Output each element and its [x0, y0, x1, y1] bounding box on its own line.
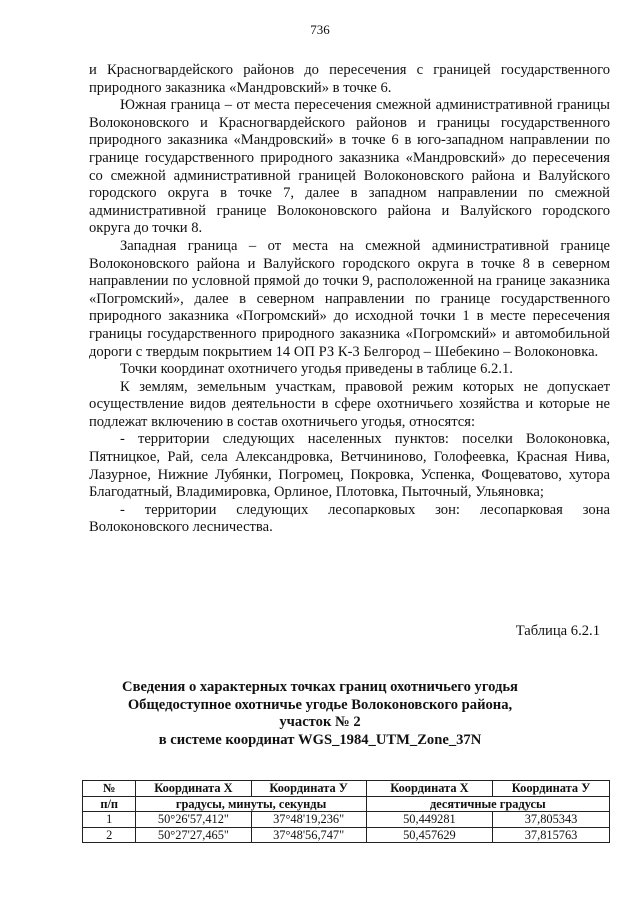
table-title [0, 679, 640, 749]
header-y-dec: Координата У [493, 781, 610, 797]
paragraph-western-border: Западная граница – от места на смежной административной границе Волоконовского района и Валуйского городского округа в точке 8 в северном направлении по условной прямой до точки 9, расположенной на границе заказника «Погромский», далее в северном направлении по границе государственного природного заказника «Погромский» до исходной точки 1 в месте пересечения границы государственного природного заказника «Погромский» и автомобильной дороги с твердым покрытием 14 ОП РЗ К-3 Белгород – Шебекино – Волоконовка. [89, 237, 610, 360]
paragraph-southern-border: Южная граница – от места пересечения смежной административной границы Волоконовского и Красногвардейского районов и границы государственного природного заказника «Мандровский» в точке 6 в юго-западном направлении по границе государственного природного заказника «Мандровский» до пересечения со смежной административной границей Волоконовского района и Валуйского городского округа в точке 7, далее в западном направлении по смежной административной границе Волоконовского района и Валуйского городского округа до точки 8. [89, 97, 610, 237]
paragraph-forest-zones: - территории следующих лесопарковых зон: лесопарковая зона Волоконовского лесничества. [89, 501, 610, 536]
paragraph-settlements: - территории следующих населенных пунктов: поселки Волоконовка, Пятницкое, Рай, села Александровка, Ветчининово, Голофеевка, Красная Нива, Лазурное, Нижние Лубянки, Погромец, Покровка, Успенка, Фощеватово, хутора Благодатный, Владимировка, Орлиное, Плотовка, Пыточный, Ульяновка; [89, 431, 610, 501]
table-title-line: Сведения о характерных точках границ охотничьего угодья [122, 679, 518, 695]
subheader-dec: десятичные градусы [366, 796, 609, 812]
table-caption: Таблица 6.2.1 [515, 623, 600, 639]
cell-y-dms: 37°48'56,747" [251, 827, 366, 843]
page-number: 736 [310, 22, 330, 37]
cell-y-dec: 37,815763 [493, 827, 610, 843]
table-row [83, 812, 610, 828]
table-subheader-row [83, 796, 610, 812]
cell-x-dms: 50°27'27,465" [136, 827, 251, 843]
paragraph-table-reference: Точки координат охотничего угодья приведены в таблице 6.2.1. [120, 361, 513, 378]
header-x-dms: Координата X [136, 781, 251, 797]
table-header-row [83, 781, 610, 797]
cell-x-dec: 50,457629 [366, 827, 492, 843]
table-title-line: в системе координат WGS_1984_UTM_Zone_37N [158, 731, 482, 748]
table-row [83, 827, 610, 843]
paragraph: и Красногвардейского районов до пересечения с границей государственного природного заказника «Мандровский» в точке 6. [89, 62, 610, 96]
body-text [89, 62, 610, 537]
cell-x-dec: 50,449281 [366, 812, 492, 828]
cell-num: 2 [83, 827, 136, 843]
table-title-line: Общедоступное охотничье угодье Волоконовского района, [127, 696, 513, 713]
coordinates-table [82, 780, 610, 843]
header-num-bottom: п/п [83, 796, 136, 812]
table-title-line: участок № 2 [279, 714, 361, 731]
cell-x-dms: 50°26'57,412" [136, 812, 251, 828]
header-x-dec: Координата X [366, 781, 492, 797]
subheader-dms: градусы, минуты, секунды [136, 796, 366, 812]
cell-y-dec: 37,805343 [493, 812, 610, 828]
cell-y-dms: 37°48'19,236" [251, 812, 366, 828]
header-num-top: № [83, 781, 136, 797]
header-y-dms: Координата У [251, 781, 366, 797]
cell-num: 1 [83, 812, 136, 828]
paragraph-excluded-lands: К землям, земельным участкам, правовой режим которых не допускает осуществление видов деятельности в сфере охотничьего хозяйства и которые не подлежат включению в состав охотничьего угодья, относятся: [89, 378, 610, 430]
